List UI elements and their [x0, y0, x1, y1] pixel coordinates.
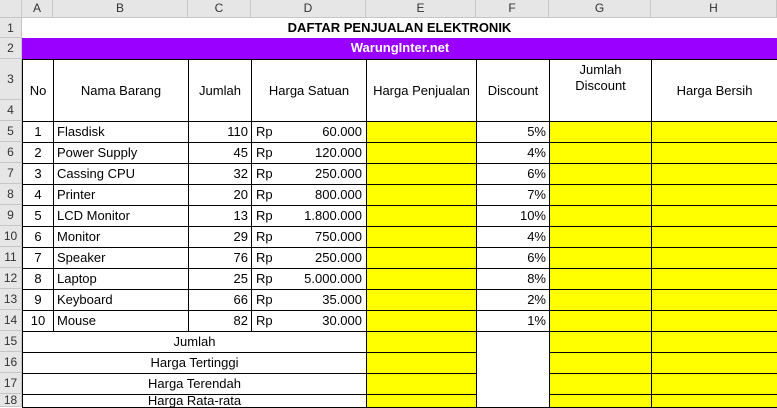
row-header-13[interactable]: 13 — [0, 289, 22, 310]
row-header-3[interactable]: 3 — [0, 59, 22, 100]
item-harga-bersih[interactable] — [651, 121, 777, 143]
item-jumlah-discount[interactable] — [549, 247, 652, 269]
item-nama-barang[interactable]: LCD Monitor — [53, 205, 189, 227]
item-no[interactable]: 3 — [22, 163, 54, 185]
item-nama-barang[interactable]: Power Supply — [53, 142, 189, 164]
column-header-a[interactable]: A — [22, 0, 53, 17]
item-jumlah-discount[interactable] — [549, 184, 652, 206]
currency-label: Rp — [256, 292, 273, 307]
item-harga-bersih[interactable] — [651, 184, 777, 206]
item-jumlah-discount[interactable] — [549, 121, 652, 143]
currency-label: Rp — [256, 145, 273, 160]
currency-label: Rp — [256, 271, 273, 286]
item-jumlah[interactable]: 110 — [188, 121, 252, 143]
item-nama-barang[interactable]: Speaker — [53, 247, 189, 269]
price-value: 800.000 — [315, 187, 362, 202]
price-value: 35.000 — [322, 292, 362, 307]
item-jumlah[interactable]: 13 — [188, 205, 252, 227]
summary-harga-rata-rata[interactable]: Harga Rata-rata — [22, 394, 367, 408]
item-jumlah-discount[interactable] — [549, 142, 652, 164]
item-harga-satuan[interactable] — [251, 142, 367, 164]
summary-discount-blank[interactable] — [476, 331, 550, 408]
item-no[interactable]: 9 — [22, 289, 54, 311]
item-harga-bersih[interactable] — [651, 205, 777, 227]
summary-harga-terendah-harga-bersih[interactable] — [651, 373, 777, 395]
price-value: 30.000 — [322, 313, 362, 328]
item-harga-penjualan[interactable] — [366, 310, 477, 332]
item-harga-penjualan[interactable] — [366, 226, 477, 248]
column-header-d[interactable]: D — [251, 0, 366, 17]
item-discount[interactable]: 2% — [476, 289, 550, 311]
summary-harga-rata-rata-penjualan[interactable] — [366, 394, 477, 408]
header-harga-penjualan[interactable]: Harga Penjualan — [366, 59, 477, 122]
column-header-f[interactable]: F — [476, 0, 549, 17]
item-harga-penjualan[interactable] — [366, 142, 477, 164]
item-discount[interactable]: 6% — [476, 247, 550, 269]
row-header-9[interactable]: 9 — [0, 205, 22, 226]
summary-jumlah-penjualan[interactable] — [366, 331, 477, 353]
item-harga-bersih[interactable] — [651, 247, 777, 269]
header-harga-satuan[interactable]: Harga Satuan — [251, 59, 367, 122]
summary-harga-tertinggi-jumlah-discount[interactable] — [549, 352, 652, 374]
row-header-12[interactable]: 12 — [0, 268, 22, 289]
item-jumlah-discount[interactable] — [549, 310, 652, 332]
row-header-1[interactable]: 1 — [0, 18, 22, 38]
summary-harga-tertinggi-penjualan[interactable] — [366, 352, 477, 374]
item-harga-satuan[interactable] — [251, 184, 367, 206]
row-header-8[interactable]: 8 — [0, 184, 22, 205]
item-jumlah[interactable]: 20 — [188, 184, 252, 206]
item-discount[interactable]: 4% — [476, 226, 550, 248]
item-no[interactable]: 4 — [22, 184, 54, 206]
row-header-16[interactable]: 16 — [0, 352, 22, 373]
row-header-14[interactable]: 14 — [0, 310, 22, 331]
item-harga-penjualan[interactable] — [366, 163, 477, 185]
item-no[interactable]: 7 — [22, 247, 54, 269]
item-harga-satuan[interactable] — [251, 121, 367, 143]
item-discount[interactable]: 6% — [476, 163, 550, 185]
item-nama-barang[interactable]: Cassing CPU — [53, 163, 189, 185]
item-jumlah-discount[interactable] — [549, 289, 652, 311]
item-jumlah[interactable]: 82 — [188, 310, 252, 332]
item-harga-satuan[interactable] — [251, 310, 367, 332]
item-no[interactable]: 8 — [22, 268, 54, 290]
column-header-c[interactable]: C — [188, 0, 251, 17]
column-header-e[interactable]: E — [366, 0, 476, 17]
item-harga-penjualan[interactable] — [366, 289, 477, 311]
header-nama-barang[interactable]: Nama Barang — [53, 59, 189, 122]
summary-jumlah-harga-bersih[interactable] — [651, 331, 777, 353]
summary-harga-terendah-penjualan[interactable] — [366, 373, 477, 395]
currency-label: Rp — [256, 124, 273, 139]
header-jumlah-discount[interactable] — [549, 59, 652, 122]
header-jumlah[interactable]: Jumlah — [188, 59, 252, 122]
item-no[interactable]: 5 — [22, 205, 54, 227]
item-harga-penjualan[interactable] — [366, 184, 477, 206]
item-discount[interactable]: 4% — [476, 142, 550, 164]
item-harga-bersih[interactable] — [651, 226, 777, 248]
item-jumlah-discount[interactable] — [549, 205, 652, 227]
header-no[interactable]: No — [22, 59, 54, 122]
item-nama-barang[interactable]: Printer — [53, 184, 189, 206]
item-no[interactable]: 1 — [22, 121, 54, 143]
header-jumlah-discount-line2: Discount — [575, 78, 626, 93]
summary-harga-rata-rata-harga-bersih[interactable] — [651, 394, 777, 408]
currency-label: Rp — [256, 313, 273, 328]
item-nama-barang[interactable]: Mouse — [53, 310, 189, 332]
item-no[interactable]: 10 — [22, 310, 54, 332]
row-header-18[interactable]: 18 — [0, 394, 22, 407]
item-jumlah[interactable]: 25 — [188, 268, 252, 290]
currency-label: Rp — [256, 208, 273, 223]
item-harga-bersih[interactable] — [651, 310, 777, 332]
item-harga-satuan[interactable] — [251, 247, 367, 269]
summary-jumlah-jumlah-discount[interactable] — [549, 331, 652, 353]
column-header-g[interactable]: G — [549, 0, 651, 17]
currency-label: Rp — [256, 166, 273, 181]
row-header-11[interactable]: 11 — [0, 247, 22, 268]
item-jumlah-discount[interactable] — [549, 268, 652, 290]
price-value: 1.800.000 — [304, 208, 362, 223]
column-header-b[interactable]: B — [53, 0, 188, 17]
item-harga-satuan[interactable] — [251, 163, 367, 185]
item-harga-bersih[interactable] — [651, 289, 777, 311]
price-value: 250.000 — [315, 166, 362, 181]
price-value: 120.000 — [315, 145, 362, 160]
row-header-5[interactable]: 5 — [0, 121, 22, 142]
row-header-4[interactable]: 4 — [0, 100, 22, 121]
item-harga-penjualan[interactable] — [366, 268, 477, 290]
column-header-h[interactable]: H — [651, 0, 777, 17]
currency-label: Rp — [256, 229, 273, 244]
row-header-6[interactable]: 6 — [0, 142, 22, 163]
item-jumlah[interactable]: 66 — [188, 289, 252, 311]
price-value: 60.000 — [322, 124, 362, 139]
header-harga-bersih[interactable]: Harga Bersih — [651, 59, 777, 122]
currency-label: Rp — [256, 250, 273, 265]
item-jumlah[interactable]: 32 — [188, 163, 252, 185]
item-discount[interactable]: 1% — [476, 310, 550, 332]
item-jumlah-discount[interactable] — [549, 163, 652, 185]
row-header-2[interactable]: 2 — [0, 38, 22, 59]
summary-harga-tertinggi-harga-bersih[interactable] — [651, 352, 777, 374]
item-jumlah-discount[interactable] — [549, 226, 652, 248]
item-jumlah[interactable]: 29 — [188, 226, 252, 248]
select-all-corner[interactable] — [0, 0, 22, 17]
site-banner[interactable]: WarungInter.net — [22, 38, 777, 60]
item-harga-penjualan[interactable] — [366, 205, 477, 227]
summary-jumlah[interactable]: Jumlah — [22, 331, 367, 353]
item-discount[interactable]: 7% — [476, 184, 550, 206]
item-jumlah[interactable]: 45 — [188, 142, 252, 164]
item-harga-bersih[interactable] — [651, 142, 777, 164]
price-value: 5.000.000 — [304, 271, 362, 286]
price-value: 750.000 — [315, 229, 362, 244]
item-nama-barang[interactable]: Monitor — [53, 226, 189, 248]
item-nama-barang[interactable]: Keyboard — [53, 289, 189, 311]
item-harga-bersih[interactable] — [651, 268, 777, 290]
item-jumlah[interactable]: 76 — [188, 247, 252, 269]
price-value: 250.000 — [315, 250, 362, 265]
summary-harga-terendah[interactable]: Harga Terendah — [22, 373, 367, 395]
item-harga-satuan[interactable] — [251, 268, 367, 290]
item-harga-penjualan[interactable] — [366, 247, 477, 269]
row-header-15[interactable]: 15 — [0, 331, 22, 352]
item-harga-satuan[interactable] — [251, 205, 367, 227]
summary-harga-rata-rata-jumlah-discount[interactable] — [549, 394, 652, 408]
header-discount[interactable]: Discount — [476, 59, 550, 122]
item-harga-satuan[interactable] — [251, 226, 367, 248]
row-header-17[interactable]: 17 — [0, 373, 22, 394]
item-discount[interactable]: 8% — [476, 268, 550, 290]
row-header-7[interactable]: 7 — [0, 163, 22, 184]
header-jumlah-discount-line1: Jumlah — [579, 62, 622, 77]
currency-label: Rp — [256, 187, 273, 202]
item-harga-penjualan[interactable] — [366, 121, 477, 143]
item-nama-barang[interactable]: Flasdisk — [53, 121, 189, 143]
summary-harga-terendah-jumlah-discount[interactable] — [549, 373, 652, 395]
sheet-title[interactable]: DAFTAR PENJUALAN ELEKTRONIK — [22, 18, 777, 39]
item-harga-satuan[interactable] — [251, 289, 367, 311]
item-nama-barang[interactable]: Laptop — [53, 268, 189, 290]
row-header-10[interactable]: 10 — [0, 226, 22, 247]
item-discount[interactable]: 5% — [476, 121, 550, 143]
summary-harga-tertinggi[interactable]: Harga Tertinggi — [22, 352, 367, 374]
item-harga-bersih[interactable] — [651, 163, 777, 185]
item-discount[interactable]: 10% — [476, 205, 550, 227]
item-no[interactable]: 6 — [22, 226, 54, 248]
item-no[interactable]: 2 — [22, 142, 54, 164]
